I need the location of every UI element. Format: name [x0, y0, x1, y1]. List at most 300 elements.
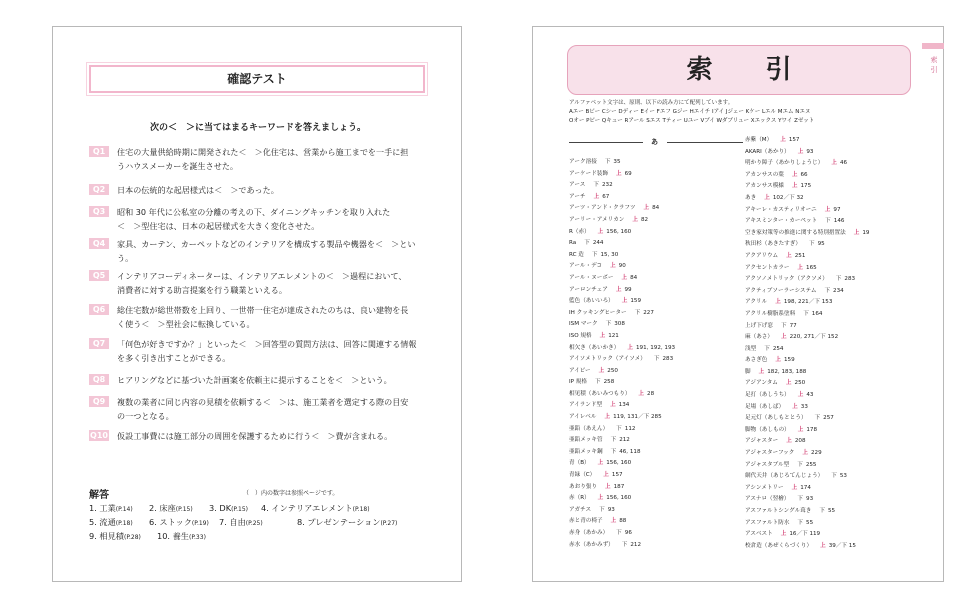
volume-mark: 下: [584, 240, 590, 247]
page-numbers: 227: [643, 309, 654, 316]
answer-item: [149, 503, 193, 514]
index-term: 相欠き（あいかき）: [569, 344, 620, 351]
answer-page-ref: (P.14): [115, 506, 133, 513]
page-numbers: 35: [613, 159, 621, 165]
index-page-ref: [638, 391, 654, 397]
volume-mark: 上: [786, 252, 792, 259]
page-numbers: 187: [613, 483, 625, 490]
volume-mark: 下: [803, 310, 809, 317]
index-entry: [745, 239, 869, 251]
index-page-ref: [786, 438, 805, 444]
volume-mark: 下: [616, 425, 622, 432]
index-term: 赤と青の椅子: [569, 518, 603, 525]
page-numbers: 220, 271／下 152: [789, 334, 839, 341]
answer-term: 7. 自由: [219, 517, 246, 527]
index-column-1: [569, 157, 675, 551]
index-term: 相见積（あいみつもり）: [569, 390, 631, 397]
page-numbers: 157: [611, 472, 623, 479]
index-page-ref: [781, 531, 820, 537]
index-entry: [569, 296, 675, 308]
answer-item: [89, 517, 133, 528]
index-term: アクソノメトリック（アクソメ）: [745, 276, 828, 283]
index-entry: [569, 261, 675, 273]
answer-item: [209, 503, 248, 513]
index-term: アジャスタブル型: [745, 461, 790, 468]
index-term: アーク溶接: [569, 159, 597, 165]
answers-note: （ ）内の数字は参照ページです。: [243, 490, 339, 497]
index-entry: [745, 471, 869, 483]
answer-page-ref: (P.15): [175, 506, 193, 513]
index-entry: [745, 263, 869, 275]
index-entry: [569, 273, 675, 285]
index-term: 空き家対策等の推進に関する特別措置法: [745, 229, 846, 236]
index-term: アイソメトリック（アイソメ）: [569, 356, 646, 363]
volume-mark: 下: [610, 437, 617, 444]
index-entry: [569, 227, 675, 239]
index-entry: [569, 354, 675, 366]
answer-term: 1. 工業: [89, 503, 116, 513]
page-numbers: 156, 160: [606, 495, 632, 502]
index-term: アール・デコ: [569, 263, 603, 270]
volume-mark: 下: [764, 345, 770, 352]
volume-mark: 上: [791, 183, 798, 190]
volume-mark: 下: [819, 508, 825, 514]
index-entry: [569, 343, 675, 355]
index-term: アース: [569, 182, 586, 189]
question-text: [117, 395, 437, 423]
index-entry: [745, 413, 869, 425]
instruction-text: 次の＜ ＞に当てはまるキーワードを答えましょう。: [149, 123, 366, 133]
index-term: アカンサスの葉: [745, 171, 784, 178]
answer-page-ref: (P.19): [191, 520, 209, 527]
index-entry: [569, 377, 675, 389]
index-entry: [745, 436, 869, 448]
index-term: アクリル: [745, 299, 768, 306]
index-note-line: Aエー Bビー Cシー Dディー Eイー Fエフ Gジー Hエイチ Iアイ Jジェー Kケー Lエル Mエム Nエヌ: [569, 109, 811, 115]
index-page-ref: [604, 414, 661, 420]
index-page-ref: [819, 508, 835, 514]
index-page-ref: [781, 323, 797, 329]
question-line: インテリアコーディネーターは、インテリアエレメントの＜ ＞過程において、: [117, 271, 407, 281]
page-numbers: 283: [662, 356, 674, 363]
index-term: アジャスターフック: [745, 450, 795, 457]
answer-term: 9. 相見積: [89, 531, 124, 541]
volume-mark: 下: [591, 251, 598, 258]
index-entry: [745, 251, 869, 263]
volume-mark: 上: [797, 264, 804, 271]
index-page-ref: [786, 253, 805, 259]
page-numbers: 82: [641, 216, 649, 223]
index-column-2: [745, 135, 869, 552]
page-numbers: 174: [800, 484, 811, 491]
question-line: 家具、カーテン、カーペットなどのインテリアを構成する製品や機器を＜ ＞とい: [117, 239, 416, 249]
page-numbers: 119, 131／下 285: [613, 414, 662, 421]
page-numbers: 97: [833, 206, 841, 213]
index-page-ref: [593, 182, 612, 188]
index-term: 足打（あしうち）: [745, 392, 790, 399]
index-entry: [569, 528, 675, 540]
question-text: [117, 337, 437, 365]
volume-mark: 上: [853, 229, 860, 236]
index-term: アクリル樹脂系塗料: [745, 310, 796, 317]
volume-mark: 上: [616, 170, 622, 177]
index-page-ref: [598, 495, 632, 501]
index-entry: [745, 205, 869, 217]
index-entry: [745, 286, 869, 298]
index-term: 浅型: [745, 345, 757, 352]
index-page-ref: [775, 299, 832, 305]
page-numbers: 134: [618, 402, 630, 409]
page-numbers: 146: [833, 218, 845, 225]
answer-page-ref: (P.33): [189, 534, 206, 541]
index-term: アガチス: [569, 506, 592, 513]
answer-term: 8. プレゼンテーション: [297, 517, 381, 527]
page-numbers: 159: [784, 357, 795, 364]
index-entry: [745, 529, 869, 541]
page-numbers: 175: [800, 183, 812, 190]
section-heading-a: [569, 138, 743, 146]
question-number-badge: Q9: [89, 396, 109, 407]
index-term: アクセントカラー: [745, 264, 790, 271]
volume-mark: 下: [604, 159, 611, 165]
index-term: アイランド型: [569, 402, 603, 409]
volume-mark: 上: [780, 334, 787, 341]
index-page-ref: [792, 172, 808, 178]
index-term: アスファルト防水: [745, 519, 790, 526]
page-numbers: 95: [817, 241, 825, 248]
volume-mark: 下: [825, 218, 831, 225]
index-term: Ra: [569, 240, 577, 247]
page-numbers: 19: [862, 229, 870, 236]
index-page-ref: [786, 380, 805, 386]
answer-term: 4. インテリアエレメント: [261, 503, 353, 513]
volume-mark: 上: [632, 216, 638, 223]
answer-term: 10. 養生: [157, 531, 189, 541]
index-page-ref: [611, 518, 627, 524]
volume-mark: 下: [610, 448, 617, 455]
question-line: 昭和 30 年代に公私室の分離の考えの下、ダイニングキッチンを取り入れた: [117, 207, 391, 217]
index-term: 足場（あしば）: [745, 403, 785, 410]
question-text: [117, 183, 437, 197]
question-number-badge: Q4: [89, 238, 109, 249]
index-entry: [745, 274, 869, 286]
index-term: 赤身（あかみ）: [569, 530, 609, 536]
answer-page-ref: (P.27): [380, 520, 398, 527]
index-entry: [745, 181, 869, 193]
index-term: 亜鉛（あえん）: [569, 425, 609, 432]
index-entry: [569, 435, 675, 447]
volume-mark: 下: [593, 182, 599, 189]
question-line: 「何色が好きですか？」といった＜ ＞回答型の質問方法は、回答に関連する情報: [117, 339, 417, 349]
volume-mark: 上: [820, 542, 826, 549]
index-page-ref: [825, 207, 841, 213]
question-line: く使う＜ ＞型社会に転換している。: [117, 319, 255, 329]
page-numbers: 208: [794, 438, 806, 445]
page-numbers: 157: [788, 137, 800, 143]
volume-mark: 下: [824, 287, 831, 294]
page-numbers: 254: [772, 345, 784, 352]
index-entry: [569, 540, 675, 552]
page-numbers: 198, 221／下 153: [783, 299, 833, 306]
page-numbers: 93: [806, 496, 814, 503]
page-numbers: 69: [624, 170, 632, 177]
index-page-ref: [775, 357, 794, 363]
section-rule-right: [667, 142, 743, 143]
index-page-ref: [824, 288, 843, 294]
volume-mark: 上: [593, 193, 600, 200]
index-term: 赤紫（M）: [745, 137, 773, 143]
question-line: 住宅の大量供給時期に開発された＜ ＞化住宅は、営業から施工までを一手に担: [117, 147, 409, 157]
index-entry: [745, 321, 869, 333]
index-page-ref: [764, 346, 783, 352]
index-entry: [569, 493, 675, 505]
index-term: アーチ: [569, 193, 586, 200]
index-entry: [745, 518, 869, 530]
side-tab-marker: [922, 43, 944, 49]
index-page-ref: [644, 205, 660, 211]
page-numbers: 39／下 15: [828, 542, 856, 549]
index-page-ref: [632, 217, 648, 223]
index-note-line: Oオー Pピー Qキュー Rアール Sエス Tティー Uユー Vブイ Wダブリュー Xエックス Yワイ Zゼット: [569, 118, 815, 124]
volume-mark: 上: [797, 148, 804, 155]
volume-mark: 上: [597, 495, 604, 502]
page-numbers: 96: [624, 530, 632, 536]
index-page-ref: [792, 183, 811, 189]
index-entry: [745, 135, 869, 147]
index-entry: [569, 458, 675, 470]
index-entry: [745, 193, 869, 205]
index-entry: [569, 424, 675, 436]
index-term: アーツ・アンド・クラフツ: [569, 205, 636, 212]
question-number-badge: Q8: [89, 374, 109, 385]
index-page-ref: [599, 368, 618, 374]
question-text: [117, 303, 437, 331]
volume-mark: 下: [831, 473, 837, 480]
index-entry: [745, 425, 869, 437]
answer-page-ref: (P.18): [115, 520, 133, 527]
page-numbers: 84: [630, 274, 638, 281]
index-term: アクティブソーラーシステム: [745, 287, 817, 294]
index-term: RC 造: [569, 251, 584, 258]
index-entry: [569, 169, 675, 181]
volume-mark: 下: [653, 356, 660, 363]
answer-item: [297, 517, 397, 528]
answer-item: [219, 517, 263, 528]
page-numbers: 250: [794, 380, 806, 387]
page-numbers: 212: [630, 541, 642, 548]
question-number-badge: Q5: [89, 270, 109, 281]
index-term: 脚: [745, 368, 751, 375]
answer-term: 2. 床座: [149, 503, 176, 513]
index-page-ref: [603, 472, 622, 478]
page-numbers: 46: [839, 160, 848, 167]
answer-term: 5. 流通: [89, 517, 116, 527]
volume-mark: 上: [764, 194, 770, 201]
page-numbers: 164: [811, 310, 823, 317]
index-term: アスファルトシングル葺き: [745, 508, 812, 514]
volume-mark: 上: [610, 402, 616, 409]
page-title: 確認テスト: [89, 65, 425, 93]
index-entry: [569, 319, 675, 331]
page-numbers: 156, 160: [606, 460, 632, 467]
index-page-ref: [621, 275, 637, 281]
index-term: 上げ下げ窓: [745, 322, 773, 329]
index-page-ref: [797, 265, 816, 271]
index-entry: [745, 460, 869, 472]
volume-mark: 上: [780, 137, 786, 143]
page-numbers: 251: [794, 252, 806, 259]
index-entry: [745, 367, 869, 379]
question-text: [117, 429, 437, 443]
index-entry: [745, 332, 869, 344]
index-page-ref: [635, 310, 654, 316]
index-entry: [745, 355, 869, 367]
index-page-ref: [595, 379, 614, 385]
index-term: アスナロ（翌檜）: [745, 496, 790, 503]
page-numbers: 53: [839, 473, 847, 480]
index-term: IH クッキングヒーター: [569, 309, 627, 316]
index-term: アーロンチェア: [569, 286, 608, 293]
volume-mark: 上: [791, 171, 798, 178]
answer-page-ref: (P.15): [231, 506, 249, 513]
index-entry: [745, 541, 869, 553]
page-numbers: 66: [800, 171, 808, 178]
page-numbers: 182, 183, 188: [767, 368, 807, 375]
page-numbers: 46, 118: [619, 448, 641, 455]
index-term: 藍色（あいいろ）: [569, 298, 614, 305]
index-page-ref: [611, 437, 630, 443]
page-numbers: 212: [619, 437, 630, 444]
page-numbers: 15, 30: [600, 251, 619, 258]
index-entry: [745, 158, 869, 170]
index-entry: [569, 285, 675, 297]
volume-mark: 上: [785, 380, 792, 387]
question-number-badge: Q3: [89, 206, 109, 217]
index-entry: [569, 389, 675, 401]
volume-mark: 下: [814, 415, 821, 422]
index-term: アカンサス模様: [745, 183, 784, 190]
index-page-ref: [598, 229, 632, 235]
index-page-ref: [780, 137, 799, 143]
question-line: 複数の業者に同じ内容の見積を依頼する＜ ＞は、施工業者を選定する際の目安: [117, 397, 409, 407]
page-numbers: 159: [630, 298, 642, 305]
index-page-ref: [610, 402, 629, 408]
volume-mark: 上: [775, 357, 781, 364]
index-term: 麻（あさ）: [745, 334, 773, 341]
page-numbers: 244: [592, 240, 604, 247]
index-page-ref: [831, 473, 847, 479]
page-numbers: 121: [608, 332, 619, 339]
index-entry: [569, 516, 675, 528]
index-page-ref: [781, 334, 838, 340]
question-line: 消費者に対する助言提案を行う職業といえる。: [117, 285, 287, 295]
index-entry: [569, 366, 675, 378]
index-entry: [745, 402, 869, 414]
index-entry: [569, 215, 675, 227]
volume-mark: 下: [605, 321, 612, 328]
page-numbers: 229: [810, 450, 822, 457]
answer-term: 6. ストック: [149, 517, 192, 527]
volume-mark: 上: [797, 426, 804, 433]
index-entry: [569, 180, 675, 192]
page-numbers: 77: [789, 322, 797, 329]
index-page-ref: [797, 520, 813, 526]
index-term: 青（B）: [569, 460, 590, 467]
index-term: 網代天井（あじろてんじょう）: [745, 473, 824, 480]
page-numbers: 28: [647, 390, 655, 397]
question-number-badge: Q1: [89, 146, 109, 157]
index-entry: [745, 344, 869, 356]
answer-page-ref: (P.25): [245, 520, 263, 527]
question-line: ヒアリングなどに基づいた計画案を依頼主に提示することを＜ ＞という。: [117, 375, 392, 385]
index-page-ref: [599, 507, 615, 513]
index-page-ref: [616, 171, 632, 177]
volume-mark: 下: [599, 506, 605, 513]
index-term: 亜鉛メッキ管: [569, 437, 603, 444]
index-page-ref: [622, 298, 641, 304]
index-page-ref: [584, 240, 603, 246]
index-term: あき: [745, 194, 757, 201]
volume-mark: 下: [634, 309, 641, 316]
index-entry: [745, 147, 869, 159]
answer-item: [149, 517, 209, 528]
page-numbers: 112: [624, 425, 636, 432]
index-page-ref: [616, 287, 632, 293]
volume-mark: 下: [808, 241, 815, 248]
volume-mark: 上: [597, 228, 604, 235]
index-term: アジアンタム: [745, 380, 778, 387]
index-term: R（赤）: [569, 228, 590, 235]
question-line: の一つとなる。: [117, 411, 174, 421]
volume-mark: 上: [604, 483, 611, 490]
index-entry: [569, 412, 675, 424]
index-note-line: アルファベット文字は、原則、以下の読み方にて配列しています。: [569, 100, 734, 106]
index-page-ref: [611, 449, 641, 455]
index-page-ref: [605, 484, 624, 490]
answer-item: [89, 531, 141, 542]
page-numbers: 90: [618, 263, 626, 270]
index-entry: [745, 228, 869, 240]
index-page-ref: [798, 392, 814, 398]
volume-mark: 上: [603, 472, 609, 479]
index-page-ref: [606, 321, 625, 327]
answer-page-ref: (P.28): [123, 534, 141, 541]
index-term: アーケード装飾: [569, 170, 608, 177]
page-numbers: 88: [619, 518, 627, 525]
volume-mark: 上: [598, 367, 605, 374]
index-entry: [745, 378, 869, 390]
page-numbers: 55: [827, 508, 836, 514]
index-page-ref: [798, 149, 814, 155]
index-entry: [745, 494, 869, 506]
answer-term: 3. DK: [209, 503, 232, 513]
index-term: 亜鉛メッキ鋼: [569, 448, 603, 455]
index-page-ref: [764, 195, 803, 201]
index-page-ref: [598, 460, 632, 466]
page-numbers: 93: [607, 506, 615, 513]
volume-mark: 下: [595, 379, 601, 386]
index-entry: [569, 203, 675, 215]
index-page-ref: [803, 311, 822, 317]
question-line: 仮設工事費には施工部分の周囲を保護するために行う＜ ＞費が含まれる。: [117, 431, 393, 441]
index-term: AKARI（あかり）: [745, 148, 790, 155]
page-numbers: 191, 192, 193: [635, 344, 676, 351]
left-page: [52, 26, 462, 582]
index-page-ref: [836, 276, 855, 282]
index-term: 赤（R）: [569, 495, 590, 502]
volume-mark: 上: [610, 518, 617, 525]
index-entry: [569, 482, 675, 494]
